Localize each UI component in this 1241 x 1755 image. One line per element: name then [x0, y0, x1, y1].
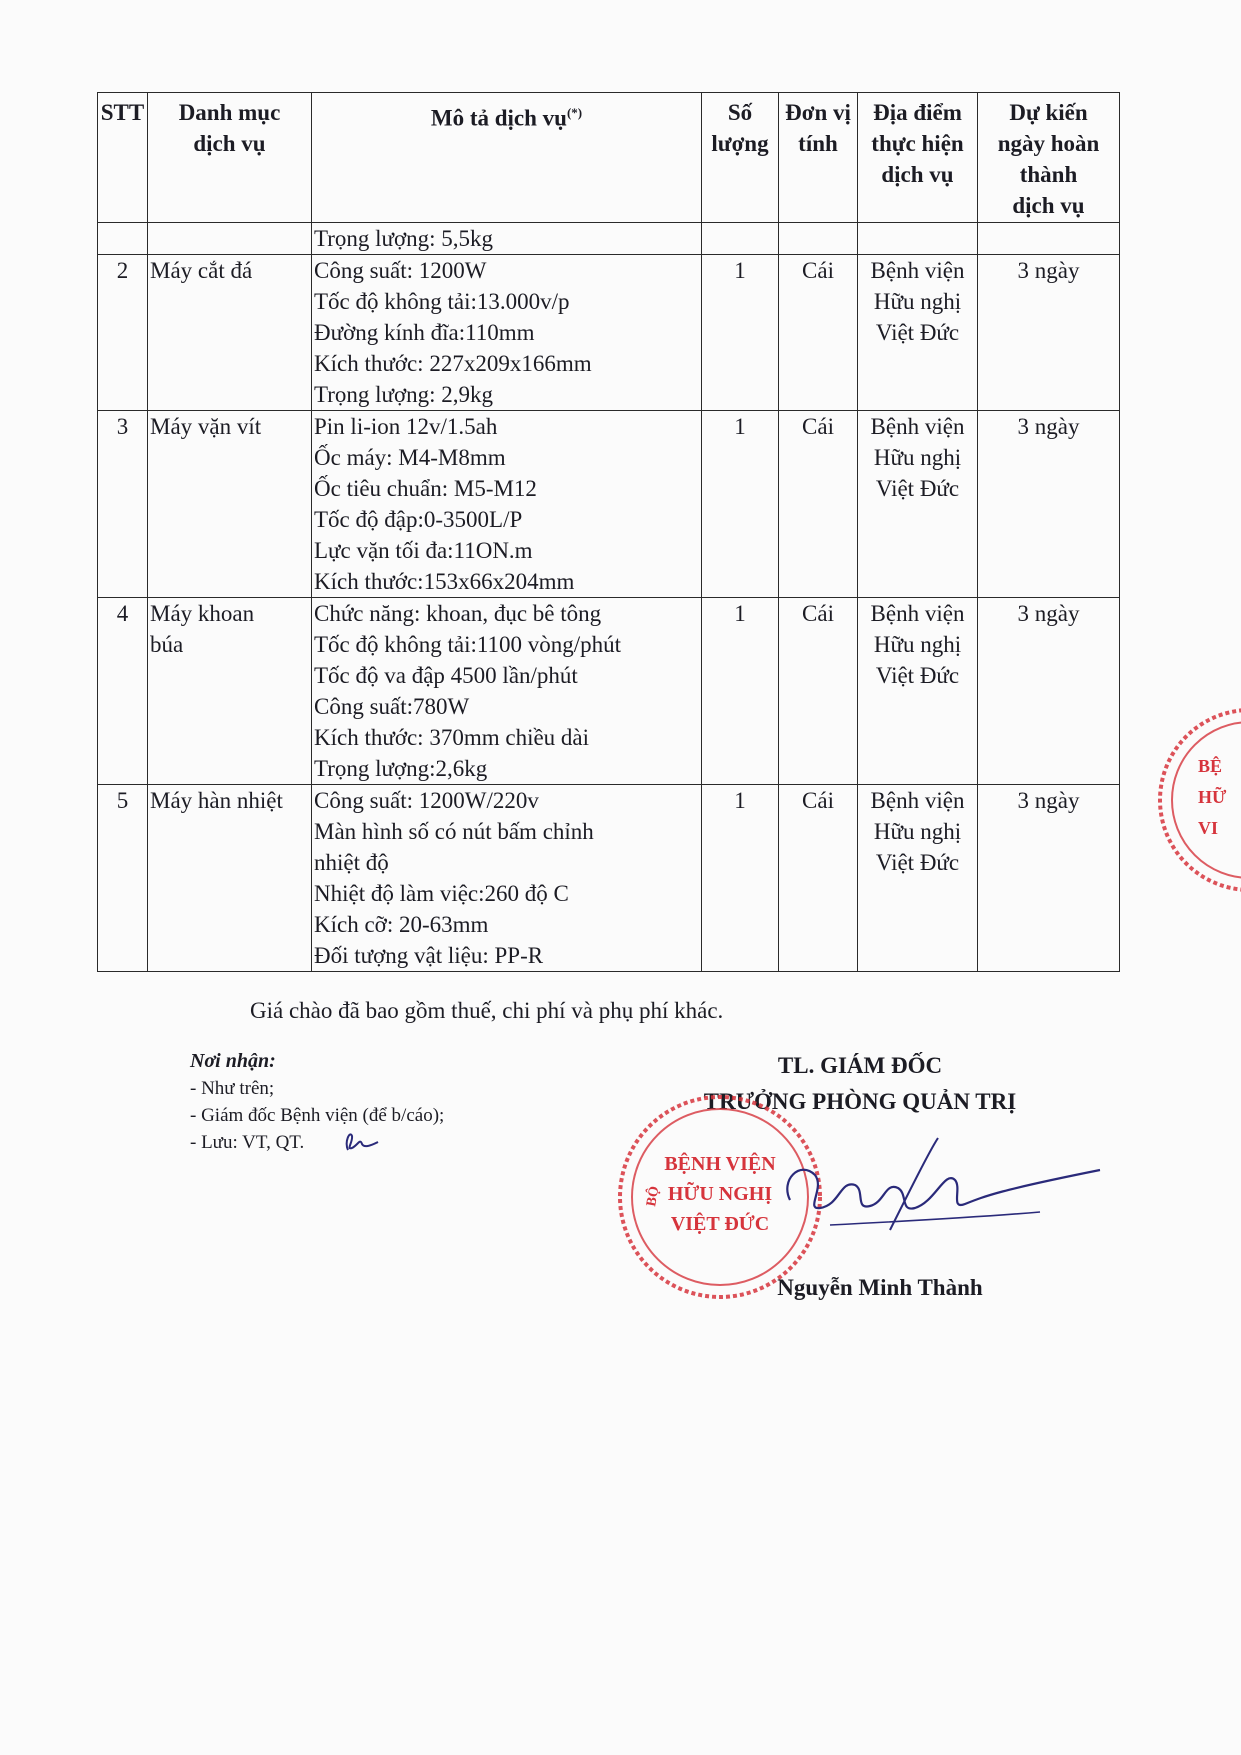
row-stt: 3: [98, 411, 148, 598]
row-desc: Công suất: 1200W Tốc độ không tải:13.000v/p Đường kính đĩa:110mm Kích thước: 227x209x166mm Trọng lượng: 2,9kg: [312, 255, 702, 411]
seal-line-3: VIỆT ĐỨC: [670, 1213, 770, 1235]
row-name: Máy vặn vít: [148, 411, 312, 598]
row-place: Bệnh viện Hữu nghị Việt Đức: [858, 255, 978, 411]
header-dia-diem: Địa điểm thực hiện dịch vụ: [858, 93, 978, 223]
seal-edge-text: BỘ: [644, 1185, 663, 1208]
row-place: Bệnh viện Hữu nghị Việt Đức: [858, 785, 978, 972]
row-place: Bệnh viện Hữu nghị Việt Đức: [858, 598, 978, 785]
row-unit: Cái: [779, 255, 858, 411]
initials-signature: [340, 1128, 380, 1154]
row-stt: 4: [98, 598, 148, 785]
table-row: [98, 255, 1120, 411]
recipient-item: - Như trên;: [190, 1078, 275, 1099]
row-desc: Chức năng: khoan, đục bê tông Tốc độ không tải:1100 vòng/phút Tốc độ va đập 4500 lần/phút Công suất:780W Kích thước: 370mm chiều dài Trọng lượng:2,6kg: [312, 598, 702, 785]
price-note: Giá chào đã bao gồm thuế, chi phí và phụ phí khác.: [250, 998, 724, 1023]
recipients: [190, 1048, 444, 1156]
row-stt: 5: [98, 785, 148, 972]
signature-position: TRƯỞNG PHÒNG QUẢN TRỊ: [703, 1089, 1017, 1114]
partial-seal-line-1: BỆ: [1198, 756, 1223, 776]
header-so-luong: Số lượng: [702, 93, 779, 223]
row-name: Máy khoan búa: [148, 598, 312, 785]
row-unit: Cái: [779, 411, 858, 598]
table-row: [98, 598, 1120, 785]
row-desc: Công suất: 1200W/220v Màn hình số có nút bấm chỉnh nhiệt độ Nhiệt độ làm việc:260 độ C Kích cỡ: 20-63mm Đối tượng vật liệu: PP-R: [312, 785, 702, 972]
row-qty: 1: [702, 255, 779, 411]
table-header-row: [98, 93, 1120, 223]
partial-seal-line-3: VI: [1198, 818, 1219, 838]
row-qty: 1: [702, 785, 779, 972]
row-time: 3 ngày: [978, 411, 1120, 598]
row-time: 3 ngày: [978, 785, 1120, 972]
row-desc: Pin li-ion 12v/1.5ah Ốc máy: M4-M8mm Ốc tiêu chuẩn: M5-M12 Tốc độ đập:0-3500L/P Lực vặn tối đa:11ON.m Kích thước:153x66x204mm: [312, 411, 702, 598]
row-time: 3 ngày: [978, 598, 1120, 785]
row-stt: 2: [98, 255, 148, 411]
table-body: [98, 223, 1120, 972]
row-name: Máy hàn nhiệt: [148, 785, 312, 972]
partial-seal-line-2: HỮ: [1198, 787, 1227, 807]
table-row: [98, 411, 1120, 598]
row-qty: 1: [702, 411, 779, 598]
header-don-vi: Đơn vị tính: [779, 93, 858, 223]
row-unit: Cái: [779, 598, 858, 785]
recipient-item: - Giám đốc Bệnh viện (để b/cáo);: [190, 1105, 445, 1126]
header-du-kien: Dự kiến ngày hoàn thành dịch vụ: [978, 93, 1120, 223]
continuation-row: [98, 223, 1120, 255]
row-qty: 1: [702, 598, 779, 785]
seal-line-1: BỆNH VIỆN: [664, 1153, 776, 1175]
handwritten-signature: [770, 1130, 1110, 1240]
row-place: Bệnh viện Hữu nghị Việt Đức: [858, 411, 978, 598]
recipients-title: Nơi nhận:: [190, 1050, 276, 1072]
signer-name: Nguyễn Minh Thành: [777, 1275, 983, 1300]
row-name: Máy cắt đá: [148, 255, 312, 411]
seal-line-2: HỮU NGHỊ: [667, 1183, 773, 1205]
recipient-item: - Lưu: VT, QT.: [190, 1132, 305, 1153]
header-stt: STT: [98, 93, 148, 223]
signature-title: TL. GIÁM ĐỐC: [777, 1053, 943, 1078]
partial-seal: [1150, 700, 1241, 900]
header-danh-muc: Danh mục dịch vụ: [148, 93, 312, 223]
table-row: [98, 785, 1120, 972]
row-unit: Cái: [779, 785, 858, 972]
row-time: 3 ngày: [978, 255, 1120, 411]
continuation-desc: Trọng lượng: 5,5kg: [312, 223, 702, 255]
service-table: [97, 92, 1120, 972]
header-mo-ta: Mô tả dịch vụ(*): [312, 93, 702, 223]
